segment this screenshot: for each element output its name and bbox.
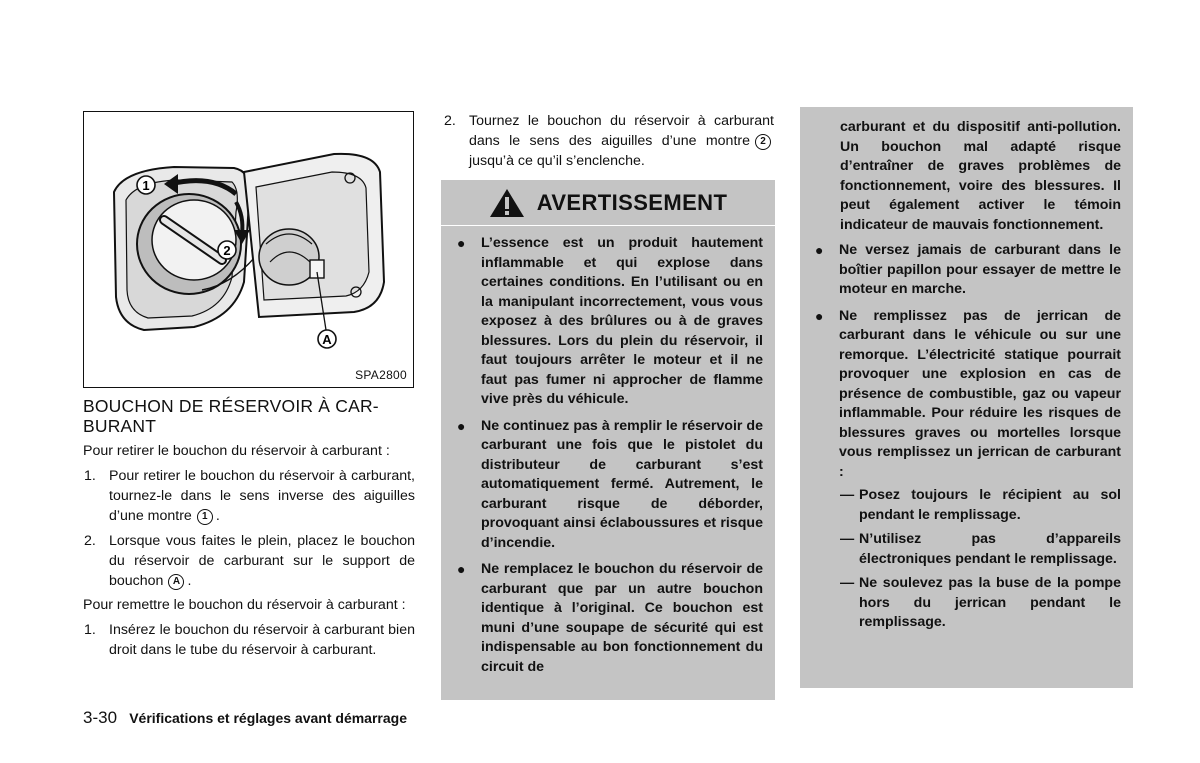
- page-number: 3-30: [83, 708, 118, 727]
- step-tail: .: [215, 508, 220, 524]
- warning-subitem-text: Ne soulevez pas la buse de la pompe hors du jerrican pendant le remplissage.: [859, 575, 1121, 630]
- bullet-icon: ●: [457, 561, 466, 577]
- warning-item: [813, 241, 1121, 300]
- callout-ref: 2: [755, 134, 771, 150]
- warning-item: [455, 417, 763, 554]
- refit-step: [83, 620, 415, 660]
- warning-subitem-text: N’utilisez pas d’appareils électroniques pendant le remplissage.: [859, 531, 1121, 567]
- callout-ref: 1: [197, 509, 213, 525]
- bullet-icon: ●: [815, 307, 824, 324]
- remove-step: [83, 531, 415, 591]
- warning-list-2: [813, 241, 1121, 482]
- remove-intro: Pour retirer le bouchon du réservoir à carburant :: [83, 443, 390, 459]
- refit-step-2: [443, 111, 774, 175]
- section-title: [83, 396, 415, 436]
- step-number: 2.: [444, 113, 456, 129]
- section-title-line2: BURANT: [83, 416, 157, 436]
- step-text: Lorsque vous faites le plein, placez le bouchon du réservoir de carburant sur le support de bouchon: [109, 533, 415, 589]
- footer-title: Vérifications et réglages avant démarrage: [129, 710, 407, 726]
- step-tail: .: [187, 573, 192, 589]
- warning-list: [455, 234, 763, 677]
- warning-subitem: [840, 574, 1121, 633]
- callout-ref: A: [168, 574, 184, 590]
- left-column: [83, 396, 415, 664]
- page-footer: [83, 708, 407, 728]
- warning-item-text: Ne continuez pas à remplir le réservoir de carburant une fois que le pistolet du distributeur de carburant s’est automatiquement fermé. Autrement, le carburant risque de déborder, provoquant ainsi éclaboussures et risque d’incendie.: [481, 417, 763, 551]
- dash-icon: —: [840, 531, 855, 547]
- warning-item-text: Ne remplacez le bouchon du réservoir de carburant que par un autre bouchon identique à l’original. Ce bouchon est muni d’une soupape de sécurité qui est indispensable au bon fonctionnement du circuit de: [481, 561, 763, 675]
- warning-continuation-box: [800, 107, 1133, 688]
- warning-subitem: [840, 486, 1121, 525]
- dash-icon: —: [840, 487, 855, 503]
- refit-steps: [83, 620, 415, 660]
- warning-continuation: carburant et du dispositif anti-pollution. Un bouchon mal adapté risque d’entraîner de graves problèmes de fonctionnement, voire des blessures. Il peut également activer le témoin indicateur de mauvais fonctionnement.: [840, 119, 1121, 233]
- callout-1: 1: [142, 178, 150, 193]
- warning-item: [455, 234, 763, 410]
- dash-icon: —: [840, 575, 855, 591]
- remove-steps: [83, 466, 415, 591]
- remove-step: [83, 466, 415, 526]
- warning-triangle-icon: [489, 188, 525, 218]
- step-text: Insérez le bouchon du réservoir à carburant bien droit dans le tube du réservoir à carburant.: [109, 622, 415, 658]
- warning-subitems: [813, 486, 1121, 633]
- warning-item-text: Ne versez jamais de carburant dans le boîtier papillon pour essayer de mettre le moteur en marche.: [839, 242, 1121, 297]
- warning-box: [441, 180, 775, 700]
- step-text-cont: jusqu’à ce qu’il s’enclenche.: [469, 153, 645, 169]
- warning-title: AVERTISSEMENT: [536, 189, 728, 215]
- step-text: Pour retirer le bouchon du réservoir à carburant, tournez-le dans le sens inverse des aiguilles d’une montre: [109, 468, 415, 524]
- fuel-cap-illustration: [83, 111, 414, 388]
- bullet-icon: ●: [457, 235, 466, 251]
- step-text: Tournez le bouchon du réservoir à carburant dans le sens des aiguilles d’une montre: [469, 113, 774, 149]
- warning-item: [455, 560, 763, 677]
- warning-header: [441, 180, 775, 226]
- bullet-icon: ●: [457, 417, 466, 434]
- refit-step: [443, 111, 774, 171]
- callout-a: A: [322, 332, 332, 347]
- step-number: 1.: [84, 622, 96, 638]
- warning-item: [813, 307, 1121, 483]
- warning-item-text: Ne remplissez pas de jerrican de carburant dans le véhicule ou sur une remorque. L’électricité statique pourrait provoquer une explosion en cas de présence de combustible, gaz ou vapeur inflammable. Pour réduire les risques de blessures graves ou mortelles lorsque vous remplissez un jerrican de carburant :: [839, 307, 1121, 480]
- warning-subitem-text: Posez toujours le récipient au sol pendant le remplissage.: [859, 487, 1121, 523]
- figure-code: SPA2800: [355, 368, 407, 382]
- warning-subitem: [840, 530, 1121, 569]
- step-number: 1.: [84, 468, 96, 484]
- warning-item-text: L’essence est un produit hautement inflammable et qui explose dans certaines conditions. En l’utilisant ou en la manipulant incorrectement, vous vous exposez à des brûlures ou à de graves blessures. Lors du plein du réservoir, il faut toujours arrêter le moteur et il ne faut pas fumer ni approcher de flamme vive près du véhicule.: [481, 235, 763, 407]
- section-title-line1: BOUCHON DE RÉSERVOIR À CAR-: [83, 396, 379, 416]
- callout-2: 2: [223, 243, 231, 258]
- bullet-icon: ●: [815, 242, 824, 258]
- fuel-cap-drawing: [84, 112, 415, 389]
- step-number: 2.: [84, 533, 96, 549]
- refit-intro: Pour remettre le bouchon du réservoir à carburant :: [83, 597, 406, 613]
